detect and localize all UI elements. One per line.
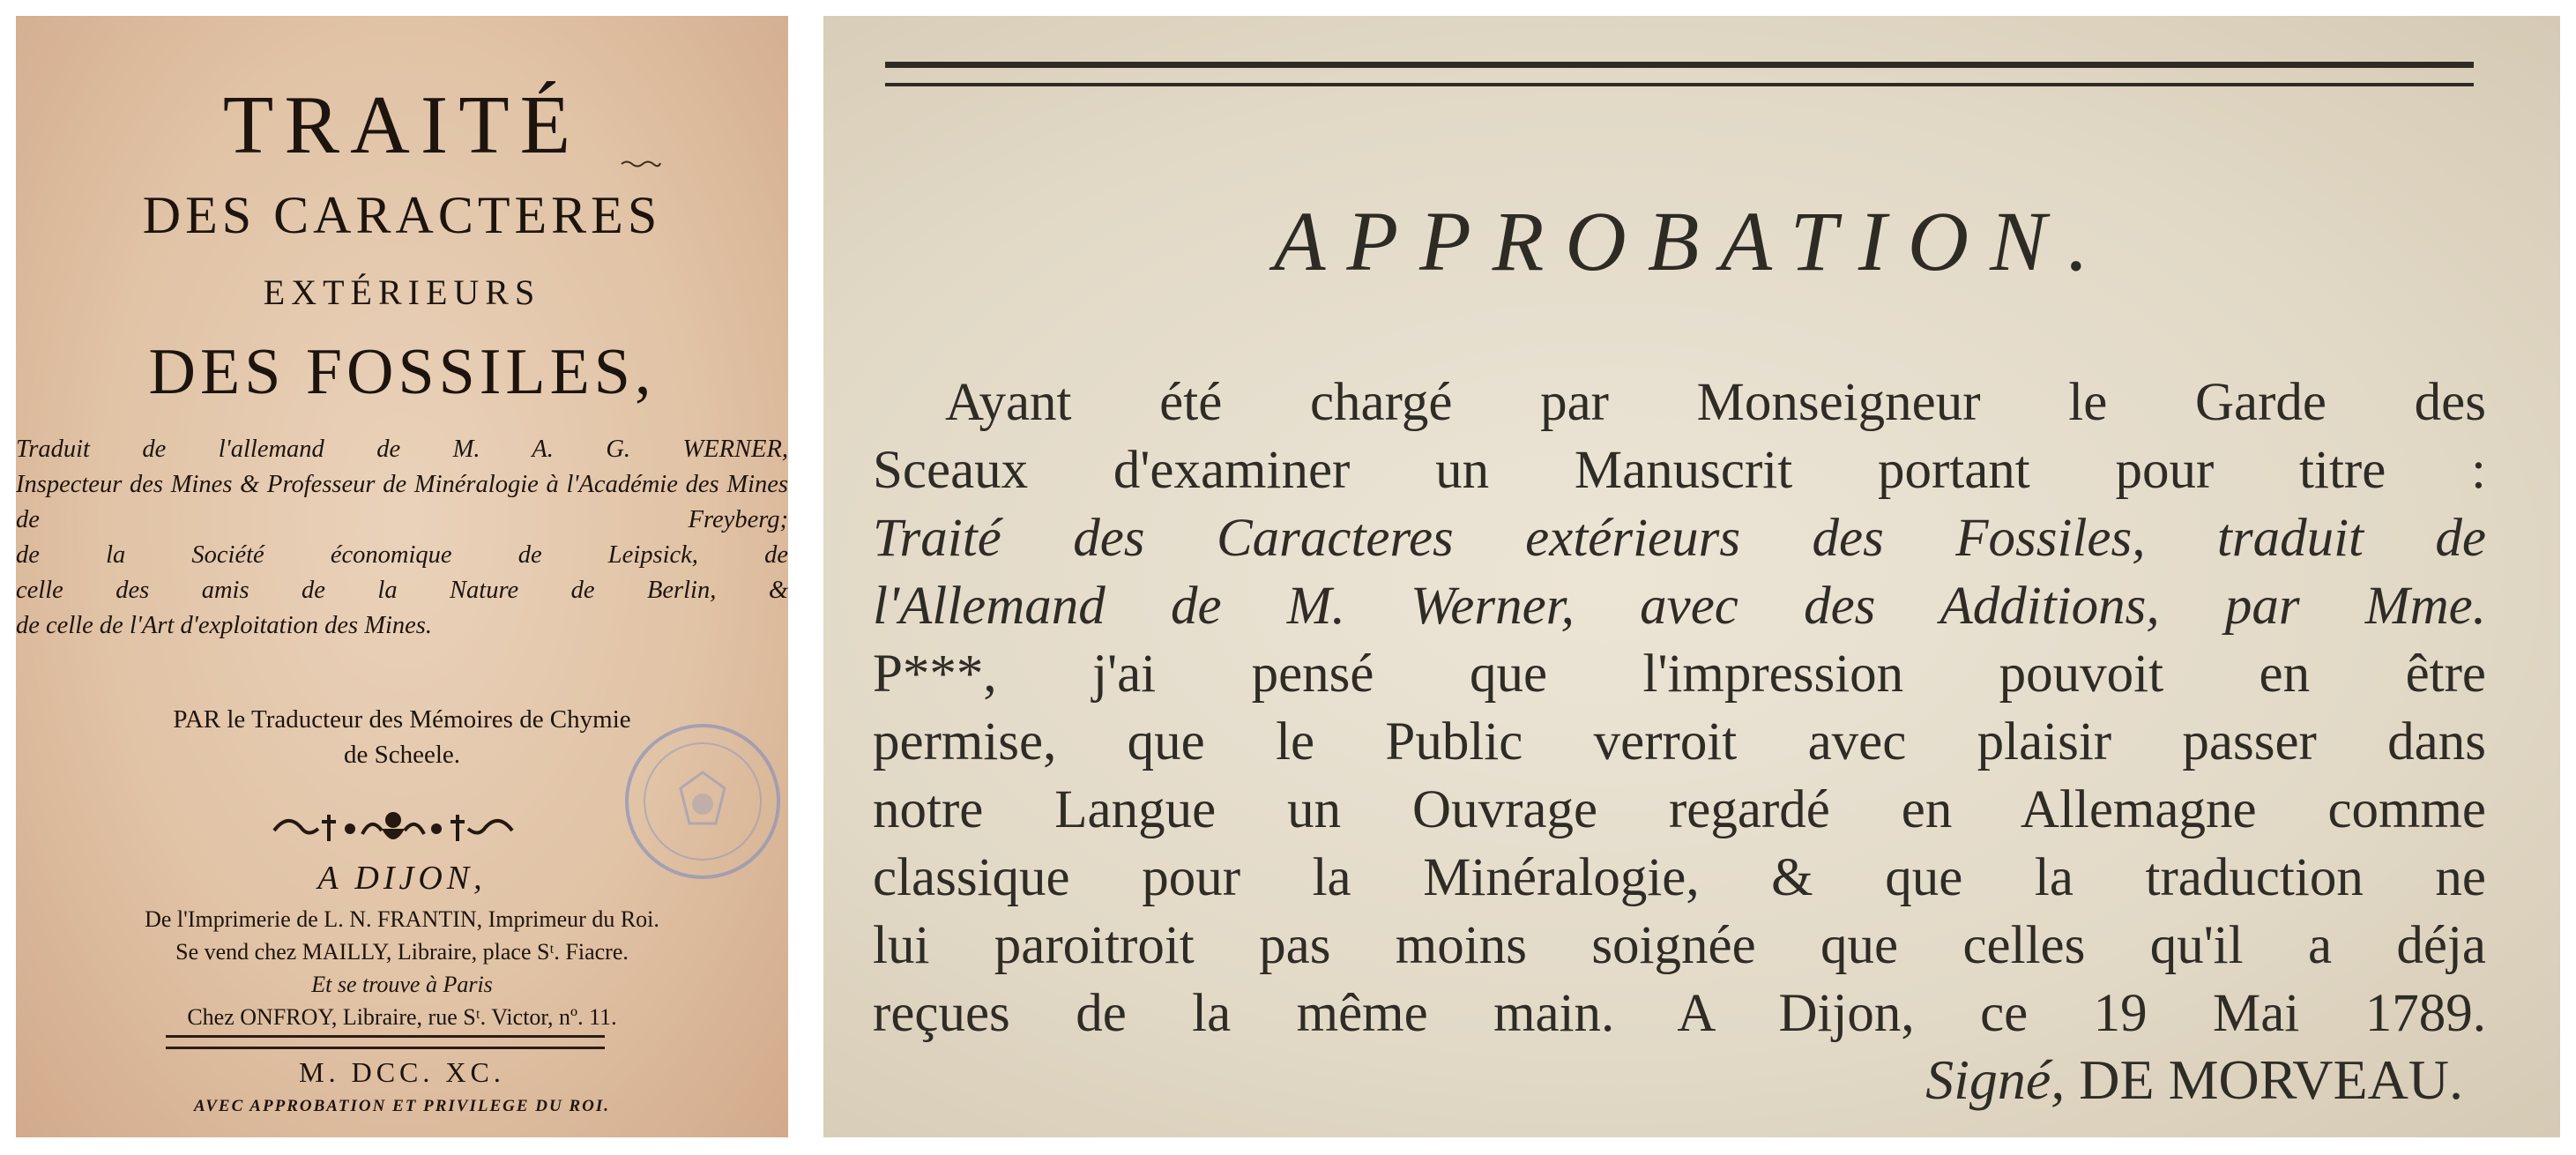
text-line: classique pour la Minéralogie, & que la traduction ne xyxy=(873,848,2486,907)
text-line: Ayant été chargé par Monseigneur le Garde des xyxy=(945,373,2486,432)
text-line: lui paroitroit pas moins soignée que celles qu'il a déja xyxy=(873,916,2486,975)
credit-line: de celle de l'Art d'exploitation des Mines. xyxy=(16,612,433,639)
translator-line: PAR le Traducteur des Mémoires de Chymie xyxy=(173,705,631,734)
signature-name: DE MORVEAU. xyxy=(2079,1048,2463,1111)
title-page-panel xyxy=(16,16,788,1137)
credit-line: de la Société économique de Leipsick, de xyxy=(16,541,788,569)
translation-credits xyxy=(16,432,788,644)
text-line: l'Allemand de M. Werner, avec des Additions, par Mme. xyxy=(873,577,2486,636)
header-rule xyxy=(885,62,2474,86)
text-line: notre Langue un Ouvrage regardé en Allemagne comme xyxy=(873,780,2486,839)
book-subtitle-line2: EXTÉRIEURS xyxy=(263,272,541,312)
royal-privilege: AVEC APPROBATION ET PRIVILEGE DU ROI. xyxy=(193,1097,611,1115)
approbation-panel xyxy=(823,16,2560,1137)
approbation-heading: APPROBATION. xyxy=(1273,194,2111,288)
signature-label: Signé, xyxy=(1925,1048,2066,1111)
text-line: P***, j'ai pensé que l'impression pouvoit en être xyxy=(873,645,2486,704)
text-line: Sceaux d'examiner un Manuscrit portant pour titre : xyxy=(873,441,2486,500)
book-subtitle-line1: DES CARACTERES xyxy=(142,186,662,244)
text-line: Traité des Caracteres extérieurs des Fossiles, traduit de xyxy=(873,509,2486,568)
printer-ornament-icon xyxy=(265,802,521,852)
credit-line: Traduit de l'allemand de M. A. G. WERNER, xyxy=(16,436,788,463)
credit-line: Inspecteur des Mines & Professeur de Minéralogie à l'Académie des Mines de Freyberg; xyxy=(16,471,788,533)
publication-place: A DIJON, xyxy=(317,860,487,897)
imprint-line: Se vend chez MAILLY, Libraire, place Sᵗ. Fiacre. xyxy=(175,939,629,965)
imprint xyxy=(16,903,788,1033)
text-line: reçues de la même main. A Dijon, ce 19 Mai 1789. xyxy=(873,984,2486,1043)
imprint-line: De l'Imprimerie de L. N. FRANTIN, Imprimeur du Roi. xyxy=(145,906,659,932)
book-title: TRAITÉ xyxy=(222,79,582,171)
ink-mark-icon xyxy=(620,157,662,169)
book-subtitle-line3: DES FOSSILES, xyxy=(148,336,656,408)
imprint-line: Chez ONFROY, Libraire, rue Sᵗ. Victor, nº. 11. xyxy=(187,1004,617,1030)
signature xyxy=(1925,1047,2463,1113)
translator-line: de Scheele. xyxy=(343,741,461,769)
approbation-text xyxy=(873,369,2486,1047)
text-line: permise, que le Public verroit avec plaisir passer dans xyxy=(873,712,2486,771)
imprint-line: Et se trouve à Paris xyxy=(311,972,493,997)
publication-year: M. DCC. XC. xyxy=(299,1056,505,1088)
library-stamp-icon xyxy=(619,718,786,885)
double-rule xyxy=(166,1035,605,1049)
credit-line: celle des amis de la Nature de Berlin, & xyxy=(16,577,788,604)
